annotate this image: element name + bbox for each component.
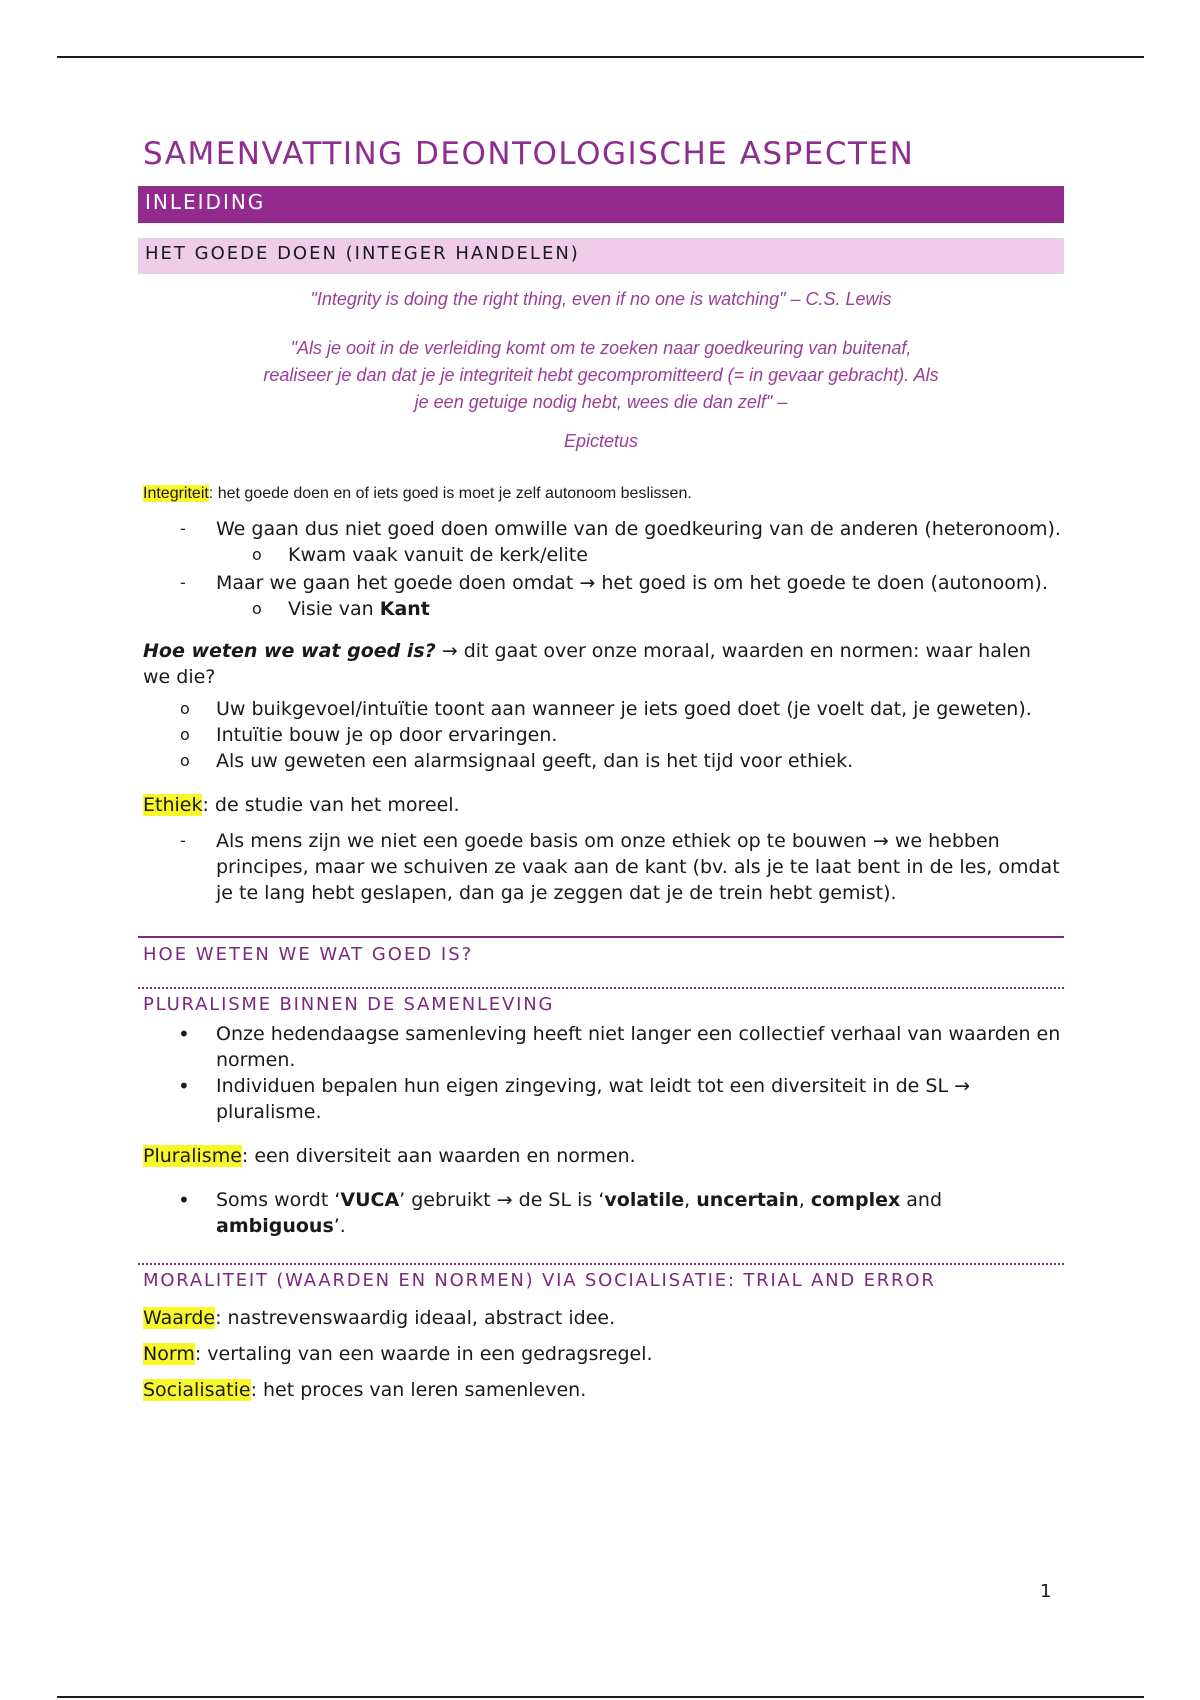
circle-marker: o: [180, 699, 190, 718]
list-item-bold: Kant: [379, 598, 430, 620]
bullet-marker: •: [178, 1074, 190, 1098]
list-item-text: Intuïtie bouw je op door ervaringen.: [216, 724, 558, 746]
list-item-text: We gaan dus niet goed doen omwille van de goedkeuring van de anderen (heteronoom).: [216, 518, 1061, 540]
section-heading-inleiding: INLEIDING: [138, 186, 1064, 223]
list-item-text: Soms wordt ‘: [216, 1189, 341, 1211]
list-item-text: ’.: [333, 1215, 346, 1237]
volatile-bold: volatile: [604, 1189, 685, 1211]
list-item-text: Als mens zijn we niet een goede basis om onze ethiek op te bouwen → we hebben principes, maar we schuiven ze vaak aan de kant (bv. als je te laat bent in de les, omdat je te lang hebt geslapen, dan ga je zeggen dat je de trein hebt gemist).: [216, 830, 1060, 904]
list-item-text: ’ gebruikt → de SL is ‘: [399, 1189, 605, 1211]
quote-epictetus: "Als je ooit in de verleiding komt om te zoeken naar goedkeuring van buitenaf, realiseer je dan dat je je integriteit hebt gecompromitteerd (= in gevaar gebracht). Als je een getuige nodig hebt, wees die dan zelf" –: [263, 338, 939, 412]
list-item: [138, 696, 1064, 722]
dash-marker: -: [180, 573, 186, 592]
header-rule: [57, 56, 1144, 58]
definition-text: : vertaling van een waarde in een gedragsregel.: [194, 1343, 653, 1365]
list-item-text: Als uw geweten een alarmsignaal geeft, dan is het tijd voor ethiek.: [216, 750, 854, 772]
definition-text: : de studie van het moreel.: [202, 794, 460, 816]
term-norm: Norm: [143, 1343, 195, 1365]
list-item-text: and: [900, 1189, 943, 1211]
definition-text: : het proces van leren samenleven.: [250, 1379, 587, 1401]
list-item: [138, 596, 1064, 622]
ethiek-list: [138, 828, 1064, 906]
dash-marker: -: [180, 519, 186, 538]
subsection-heading-goede-doen: HET GOEDE DOEN (INTEGER HANDELEN): [138, 238, 1064, 274]
bold-question: Hoe weten we wat goed is?: [143, 640, 436, 662]
circle-marker: o: [180, 751, 190, 770]
document-title: SAMENVATTING DEONTOLOGISCHE ASPECTEN: [143, 136, 915, 172]
vuca-list: [138, 1187, 1064, 1239]
definition-pluralisme: [143, 1143, 1064, 1169]
circle-marker: o: [252, 545, 262, 564]
list-item-text: Onze hedendaagse samenleving heeft niet langer een collectief verhaal van waarden en normen.: [216, 1023, 1061, 1071]
heading-pluralisme: PLURALISME BINNEN DE SAMENLEVING: [138, 987, 1064, 1019]
term-ethiek: Ethiek: [143, 794, 203, 816]
definition-text: : nastrevenswaardig ideaal, abstract idee.: [215, 1307, 616, 1329]
definition-socialisatie: [143, 1377, 1064, 1403]
integriteit-list: [138, 516, 1064, 622]
vuca-bold: VUCA: [340, 1189, 400, 1211]
hoe-weten-list: [138, 696, 1064, 774]
list-item-text: Uw buikgevoel/intuïtie toont aan wanneer je iets goed doet (je voelt dat, je geweten).: [216, 698, 1032, 720]
circle-marker: o: [252, 599, 262, 618]
paragraph-text: → dit gaat over onze moraal, waarden en normen: waar halen we die?: [143, 640, 1031, 688]
pluralisme-list: [138, 1021, 1064, 1125]
list-item: [138, 722, 1064, 748]
term-pluralisme: Pluralisme: [143, 1145, 242, 1167]
quote-epictetus-author: Epictetus: [563, 431, 639, 451]
definition-integriteit: [143, 482, 1064, 506]
list-item-text: Kwam vaak vanuit de kerk/elite: [288, 544, 588, 566]
term-socialisatie: Socialisatie: [143, 1379, 251, 1401]
list-item-text: Maar we gaan het goede doen omdat → het goed is om het goede te doen (autonoom).: [216, 572, 1048, 594]
paragraph-hoe-weten: [143, 638, 1064, 690]
document-page: [138, 136, 1064, 1403]
definition-text: : het goede doen en of iets goed is moet je zelf autonoom beslissen.: [208, 485, 692, 502]
ambiguous-bold: ambiguous: [216, 1215, 334, 1237]
uncertain-bold: uncertain: [696, 1189, 799, 1211]
definition-text: : een diversiteit aan waarden en normen.: [241, 1145, 636, 1167]
definition-waarde: [143, 1305, 1064, 1331]
list-item: [138, 542, 1064, 568]
heading-hoe-weten: HOE WETEN WE WAT GOED IS?: [138, 936, 1064, 969]
definition-norm: [143, 1341, 1064, 1367]
page-number: 1: [1040, 1581, 1052, 1602]
list-item: [138, 570, 1064, 596]
list-item-text: Visie van: [288, 598, 380, 620]
list-item-text: Individuen bepalen hun eigen zingeving, wat leidt tot een diversiteit in de SL → pluralisme.: [216, 1075, 971, 1123]
complex-bold: complex: [810, 1189, 901, 1211]
list-item: [138, 748, 1064, 774]
list-item: [138, 1187, 1064, 1239]
list-item-text: ,: [798, 1189, 811, 1211]
list-item: [138, 516, 1064, 542]
heading-moraliteit: MORALITEIT (WAARDEN EN NORMEN) VIA SOCIALISATIE: TRIAL AND ERROR: [138, 1263, 1064, 1295]
list-item-text: ,: [684, 1189, 697, 1211]
list-item: [138, 1021, 1064, 1073]
term-integriteit: Integriteit: [143, 485, 209, 502]
list-item: [138, 1073, 1064, 1125]
bullet-marker: •: [178, 1022, 190, 1046]
definition-ethiek: [143, 792, 1064, 818]
list-item: [138, 828, 1064, 906]
quote-lewis: "Integrity is doing the right thing, even if no one is watching" – C.S. Lewis: [310, 289, 892, 309]
dash-marker: -: [180, 831, 186, 850]
footer-rule: [57, 1696, 1144, 1698]
bullet-marker: •: [178, 1188, 190, 1212]
term-waarde: Waarde: [143, 1307, 216, 1329]
circle-marker: o: [180, 725, 190, 744]
